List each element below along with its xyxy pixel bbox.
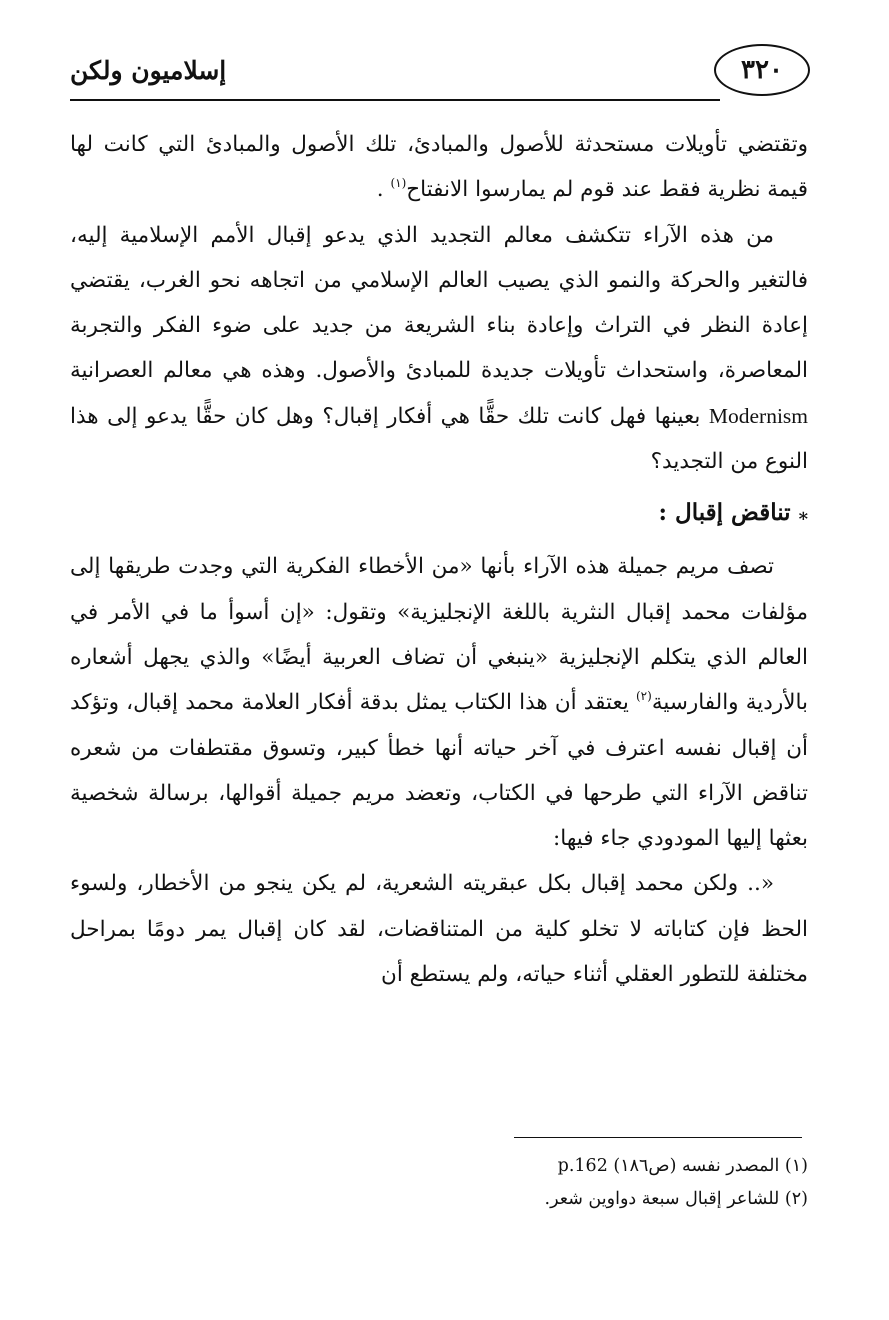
header-rule	[70, 99, 720, 101]
paragraph-maryam-jameelah	[70, 544, 808, 861]
page-header	[70, 44, 810, 102]
latin-term: Modernism	[708, 403, 809, 428]
paragraph-text: يعتقد أن هذا الكتاب يمثل بدقة أفكار العلامة محمد إقبال، وتؤكد أن إقبال نفسه اعترف في آخر حياته أنها خطأ كبير، وتسوق مقتطفات من شعره تناقض الآراء التي طرحها في الكتاب، وتعضد مريم جميلة أقوالها، برسالة شخصية بعثها إليها المودودي جاء فيها:	[70, 690, 808, 852]
paragraph-text: من هذه الآراء تتكشف معالم التجديد الذي يدعو إقبال الأمم الإسلامية إليه، فالتغير والحركة والنمو الذي يصيب العالم الإسلامي من اتجاهه نحو الغرب، يقتضي إعادة النظر في التراث وإعادة بناء الشريعة من جديد على ضوء الفكر والتجربة المعاصرة، واستحداث تأويلات جديدة للمبادئ والأصول. وهذه هي معالم العصرانية	[70, 222, 808, 384]
section-heading	[70, 484, 808, 544]
paragraph-continuation	[70, 122, 808, 213]
footnote-marker: (١)	[390, 176, 407, 191]
page-number: ٣٢٠	[714, 44, 810, 96]
paragraph-text: تصف مريم جميلة هذه الآراء بأنها «من الأخطاء الفكرية التي وجدت طريقها إلى مؤلفات محمد إقبال النثرية باللغة الإنجليزية» وتقول: «إن أسوأ ما في الأمر في العالم الذي يتكلم الإنجليزية «ينبغي أن تضاف العربية أيضًا» والذي يجهل أشعاره بالأردية والفارسية	[70, 554, 808, 716]
footnote-separator	[514, 1137, 802, 1138]
footnote-1: (١) المصدر نفسه (ص١٨٦) p.162	[557, 1156, 808, 1176]
paragraph-text: بعينها فهل كانت تلك حقًّا هي أفكار إقبال؟ وهل كان حقًّا يدعو إلى هذا النوع من التجديد؟	[70, 403, 808, 475]
main-text	[70, 122, 808, 997]
paragraph-modernism	[70, 213, 808, 485]
paragraph-text: «.. ولكن محمد إقبال بكل عبقريته الشعرية، لم يكن ينجو من الأخطار، ولسوء الحظ فإن كتاباته لا تخلو كلية من المتناقضات، لقد كان إقبال يمر دومًا بمراحل مختلفة للتطور العقلي أثناء حياته، ولم يستطع أن	[70, 871, 808, 988]
paragraph-end: .	[376, 177, 391, 203]
paragraph-text: وتقتضي تأويلات مستحدثة للأصول والمبادئ، تلك الأصول والمبادئ التي كانت لها قيمة نظرية فقط عند قوم لم يمارسوا الانفتاح	[70, 132, 808, 203]
running-title: إسلاميون ولكن	[70, 56, 227, 85]
asterisk-icon: ⁎	[798, 504, 808, 526]
footnote-marker: (٢)	[635, 689, 652, 704]
paragraph-quote	[70, 861, 808, 997]
footnote-2: (٢) للشاعر إقبال سبعة دواوين شعر.	[544, 1189, 808, 1209]
footnotes	[70, 1150, 808, 1216]
section-heading-text: تناقض إقبال :	[658, 499, 791, 527]
